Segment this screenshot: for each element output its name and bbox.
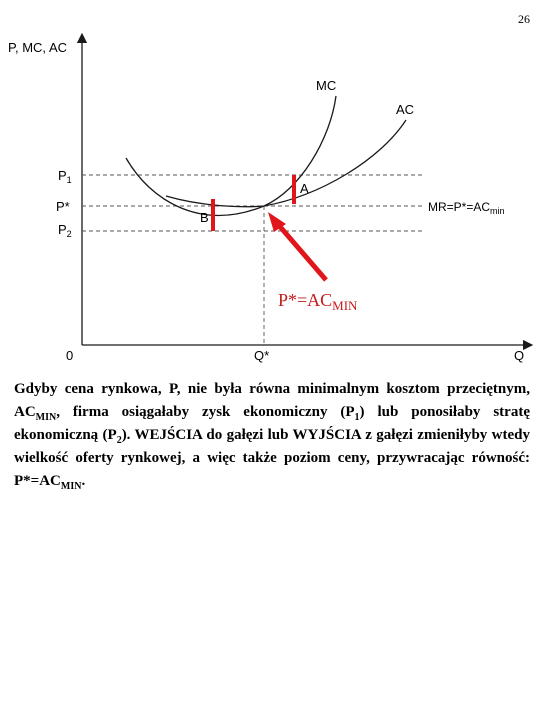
origin-label: 0: [66, 348, 74, 363]
area-a-label: A: [300, 181, 309, 196]
q-star-label: Q*: [254, 348, 270, 363]
mc-curve: [126, 96, 336, 215]
ac-curve: [166, 120, 406, 207]
x-axis-label: Q: [514, 348, 525, 363]
mc-label: MC: [316, 78, 337, 93]
y-axis-label: P, MC, AC: [8, 40, 68, 55]
page-number: 26: [518, 12, 530, 26]
p2-label: $P_2$: [58, 222, 72, 239]
p-star-label: P*: [56, 199, 70, 214]
ac-label: AC: [396, 102, 415, 117]
area-b-label: B: [200, 210, 209, 225]
caption-paragraph: Gdyby cena rynkowa, P, nie była równa minimalnym kosztom przeciętnym, $AC_{MIN}$, firma osiągałaby zysk ekonomiczny $(P_1)$ lub ponosiłaby stratę ekonomiczną $(P_2)$. WEJŚCIA do gałęzi lub WYJŚCIA z gałęzi zmieniłyby wtedy wielkość oferty rynkowej, a więc także poziom ceny, przywracając równość: $P*=AC_{MIN}$.: [14, 381, 530, 492]
p1-label: $P_1$: [58, 168, 72, 185]
mr-label: $MR=P*=AC_{min}$: [428, 200, 505, 216]
arrow-annotation: $P*=AC_{MIN}$: [278, 290, 358, 313]
